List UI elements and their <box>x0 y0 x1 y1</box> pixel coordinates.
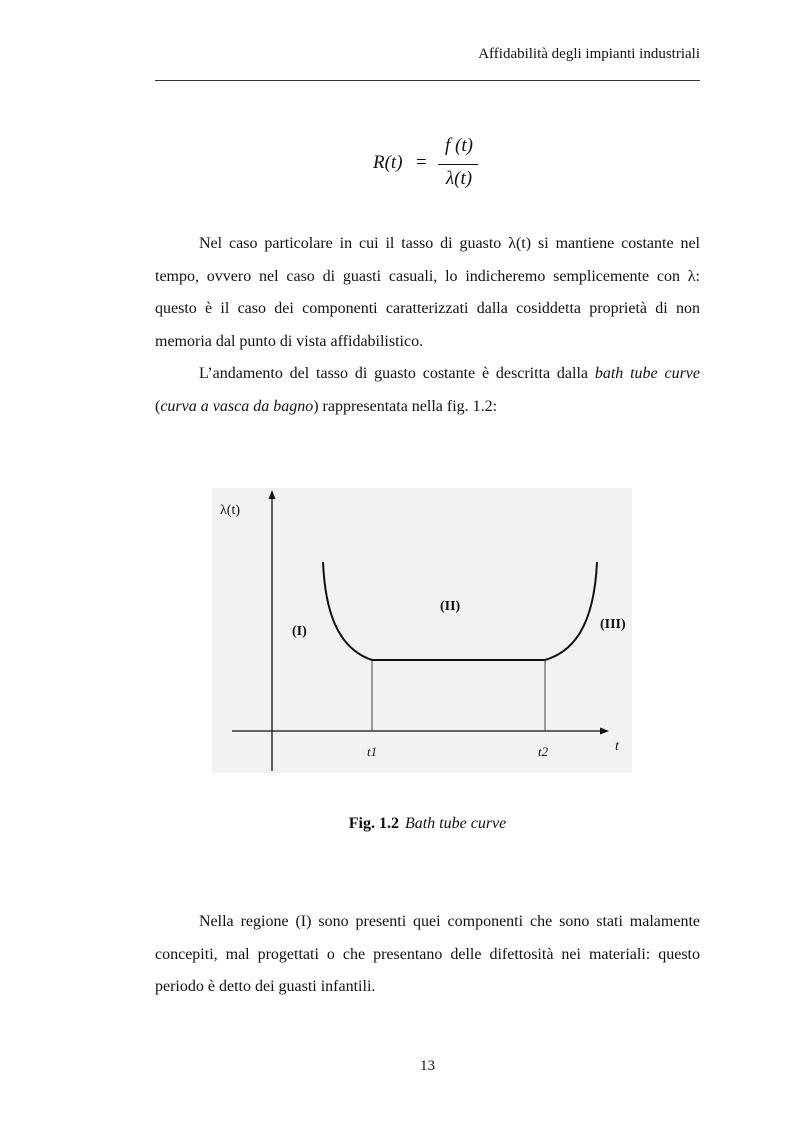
paragraph-2 <box>155 358 700 423</box>
region-label-1: (I) <box>292 624 307 639</box>
caption-text: Bath tube curve <box>404 815 507 832</box>
region-label-3: (III) <box>600 617 626 632</box>
tick-label-t2: t2 <box>538 744 549 759</box>
formula-denominator: λ(t) <box>445 168 473 189</box>
formula-equals: = <box>416 152 427 173</box>
formula-lhs: R(t) <box>373 152 403 173</box>
caption-number: Fig. 1.2 <box>348 815 399 832</box>
figure-background <box>212 488 632 773</box>
formula-fraction-bar <box>438 164 478 165</box>
region-label-2: (II) <box>440 599 461 614</box>
paragraph-2-text-e: ) rappresentata nella fig. 1.2: <box>313 397 498 415</box>
paragraph-3: Nella regione (I) sono presenti quei componenti che sono stati malamente concepiti, mal progettati o che presentano delle difettosità nei materiali: questo periodo è detto dei guasti infantili. <box>155 913 700 995</box>
reliability-formula <box>370 135 490 195</box>
running-header: Affidabilità degli impianti industriali <box>478 46 700 62</box>
x-axis-label: t <box>615 739 619 754</box>
y-axis-label: λ(t) <box>220 503 241 518</box>
formula-numerator: f (t) <box>445 135 473 156</box>
page-number: 13 <box>420 1058 435 1074</box>
figure-caption <box>155 815 700 833</box>
paragraph-1: Nel caso particolare in cui il tasso di guasto λ(t) si mantiene costante nel tempo, ovvero nel caso di guasti casuali, lo indicheremo semplicemente con λ: questo è il caso dei componenti caratterizzati dalla cosiddetta proprietà di non memoria dal punto di vista affidabilistico. <box>155 235 700 350</box>
paragraph-2-term-english: bath tube curve <box>594 365 700 382</box>
tick-label-t1: t1 <box>367 744 378 759</box>
header-rule <box>155 80 700 81</box>
paragraph-2-text-a: L’andamento del tasso di guasto costante è descritta dalla <box>199 365 595 382</box>
paragraph-2-term-italian: curva a vasca da bagno <box>160 397 314 415</box>
bathtub-curve-figure <box>212 488 632 773</box>
paragraph-2-text-c: ( <box>155 397 161 415</box>
